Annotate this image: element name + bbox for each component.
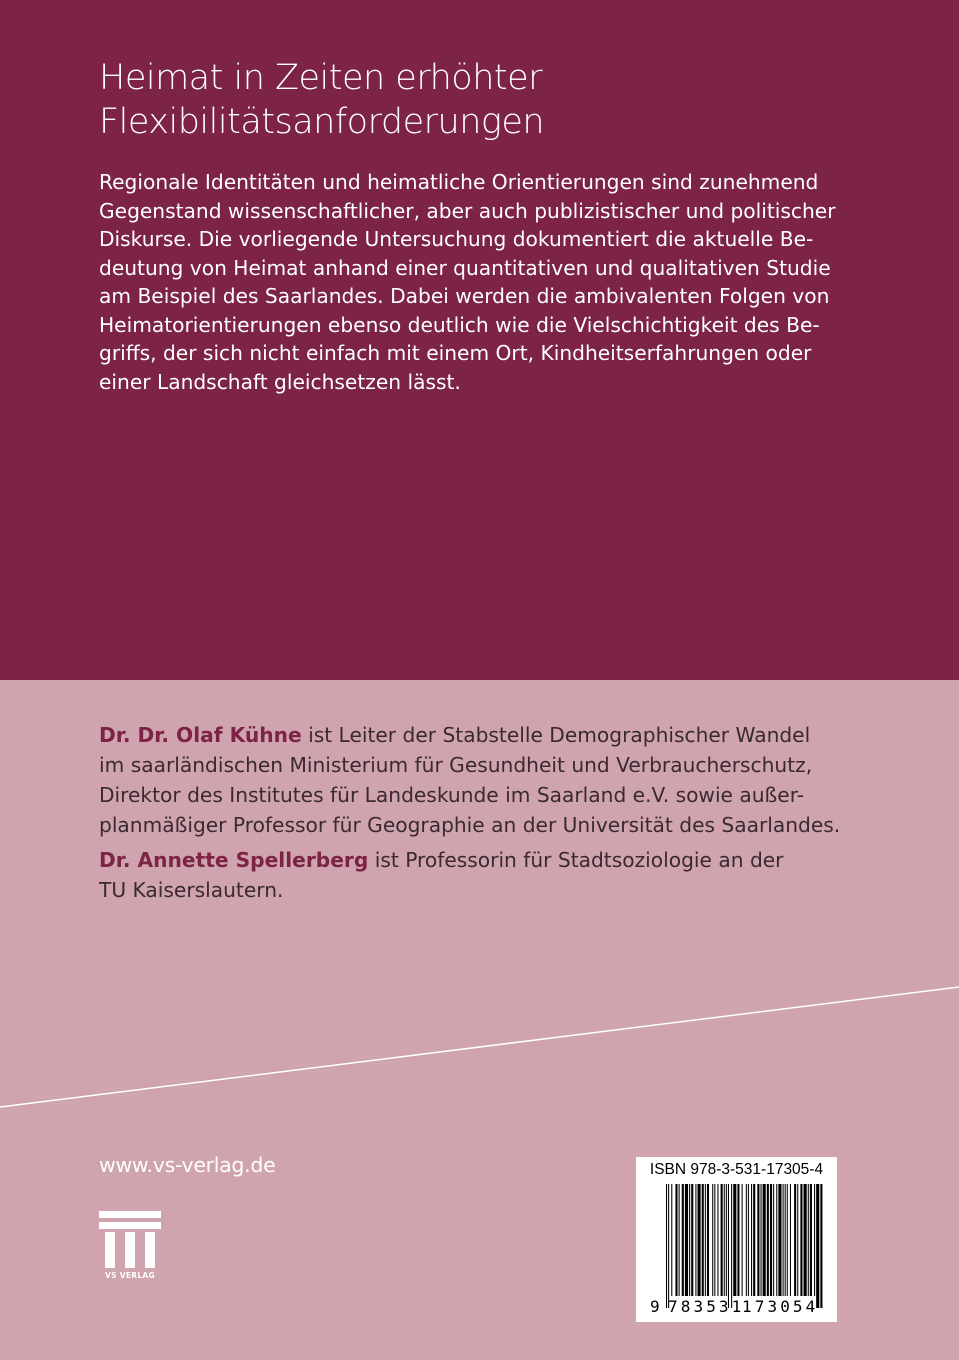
barcode-bar [675, 1184, 677, 1296]
barcode-bar [691, 1184, 693, 1296]
barcode-bar [800, 1184, 802, 1296]
barcode-bar [712, 1184, 713, 1296]
barcode-bar [816, 1184, 819, 1308]
barcode-bar [808, 1184, 809, 1296]
barcode-bar [726, 1184, 727, 1296]
isbn-number: ISBN 978-3-531-17305-4 [649, 1161, 824, 1178]
barcode-bar [761, 1184, 762, 1296]
barcode-bar [668, 1184, 669, 1308]
author-bio-line: Direktor des Institutes für Landeskunde im Saarland e.V. sowie außer- [99, 783, 804, 807]
barcode-bar [682, 1184, 684, 1296]
book-title-line-2: Flexibilitätsanforderungen [99, 102, 545, 142]
barcode-digits-right: 173054 [742, 1297, 819, 1316]
barcode-bar [757, 1184, 759, 1296]
barcode-bar [773, 1184, 774, 1296]
barcode-bar [731, 1184, 732, 1308]
description-line: deutung von Heimat anhand einer quantitativen und qualitativen Studie [99, 255, 831, 280]
barcode-bar [790, 1184, 791, 1296]
barcode-bar [778, 1184, 781, 1296]
barcode-bar [666, 1184, 667, 1308]
description-line: Gegenstand wissenschaftlicher, aber auch publizistischer und politischer [99, 198, 836, 223]
barcode-bar [737, 1184, 739, 1296]
barcode-bar [783, 1184, 784, 1296]
barcode-bar [705, 1184, 706, 1296]
description-line: am Beispiel des Saarlandes. Dabei werden die ambivalenten Folgen von [99, 284, 830, 308]
author-bio-line: planmäßiger Professor für Geographie an der Universität des Saarlandes. [99, 813, 841, 837]
description-line: Regionale Identitäten und heimatliche Orientierungen sind zunehmend [99, 170, 819, 194]
author-bio-text: ist Professorin für Stadtsoziologie an der [368, 848, 784, 872]
barcode-bar [794, 1184, 796, 1296]
barcode-bar [714, 1184, 715, 1296]
barcode-bar [814, 1184, 815, 1296]
barcode-bar [685, 1184, 688, 1296]
barcode-bar [804, 1184, 807, 1296]
barcode-bar [748, 1184, 749, 1296]
publisher-logo-text: VS VERLAG [105, 1271, 155, 1280]
barcode-bar [707, 1184, 709, 1296]
barcode-bar [724, 1184, 725, 1296]
barcode-digits-left: 783531 [668, 1297, 745, 1316]
barcode-bar [770, 1184, 772, 1296]
author-name: Dr. Dr. Olaf Kühne [99, 723, 302, 747]
book-title-line-1: Heimat in Zeiten erhöhter [99, 58, 543, 98]
barcode-bar [763, 1184, 766, 1296]
barcode-bar [702, 1184, 704, 1296]
barcode-bar [820, 1184, 822, 1308]
barcode-bar [797, 1184, 798, 1296]
description-line: Diskurse. Die vorliegende Untersuchung dokumentiert die aktuelle Be- [99, 227, 814, 251]
barcode-bar [742, 1184, 743, 1296]
description-line: griffs, der sich nicht einfach mit einem Ort, Kindheitserfahrungen oder [99, 341, 812, 365]
description-line: einer Landschaft gleichsetzen lässt. [99, 369, 461, 394]
barcode-bar [717, 1184, 718, 1296]
barcode-bar [776, 1184, 777, 1296]
author-bio-text: ist Leiter der Stabstelle Demographischer Wandel [301, 723, 811, 747]
description-line: Heimatorientierungen ebenso deutlich wie die Vielschichtigkeit des Be- [99, 312, 820, 337]
author-bio-line: im saarländischen Ministerium für Gesundheit und Verbraucherschutz, [99, 753, 813, 777]
barcode-bar [785, 1184, 786, 1296]
barcode-bar [746, 1184, 747, 1296]
barcode-bar [753, 1184, 755, 1296]
barcode-bar [698, 1184, 701, 1296]
barcode-bar [787, 1184, 788, 1296]
barcode-bar [721, 1184, 723, 1296]
barcode-bar [733, 1184, 736, 1296]
barcode-bar [695, 1184, 696, 1296]
barcode-bar [679, 1184, 680, 1296]
barcode-bar [751, 1184, 752, 1296]
author-name: Dr. Annette Spellerberg [99, 848, 369, 872]
barcode-bar [728, 1184, 729, 1308]
barcode-digit-prefix: 9 [650, 1297, 660, 1316]
barcode-bar [767, 1184, 769, 1296]
barcode-bar [689, 1184, 690, 1296]
publisher-url[interactable]: www.vs-verlag.de [99, 1153, 276, 1177]
barcode-bar [810, 1184, 812, 1296]
isbn-barcode [636, 1157, 837, 1322]
author-bio-line: TU Kaiserslautern. [99, 878, 284, 902]
barcode-bar [671, 1184, 672, 1296]
